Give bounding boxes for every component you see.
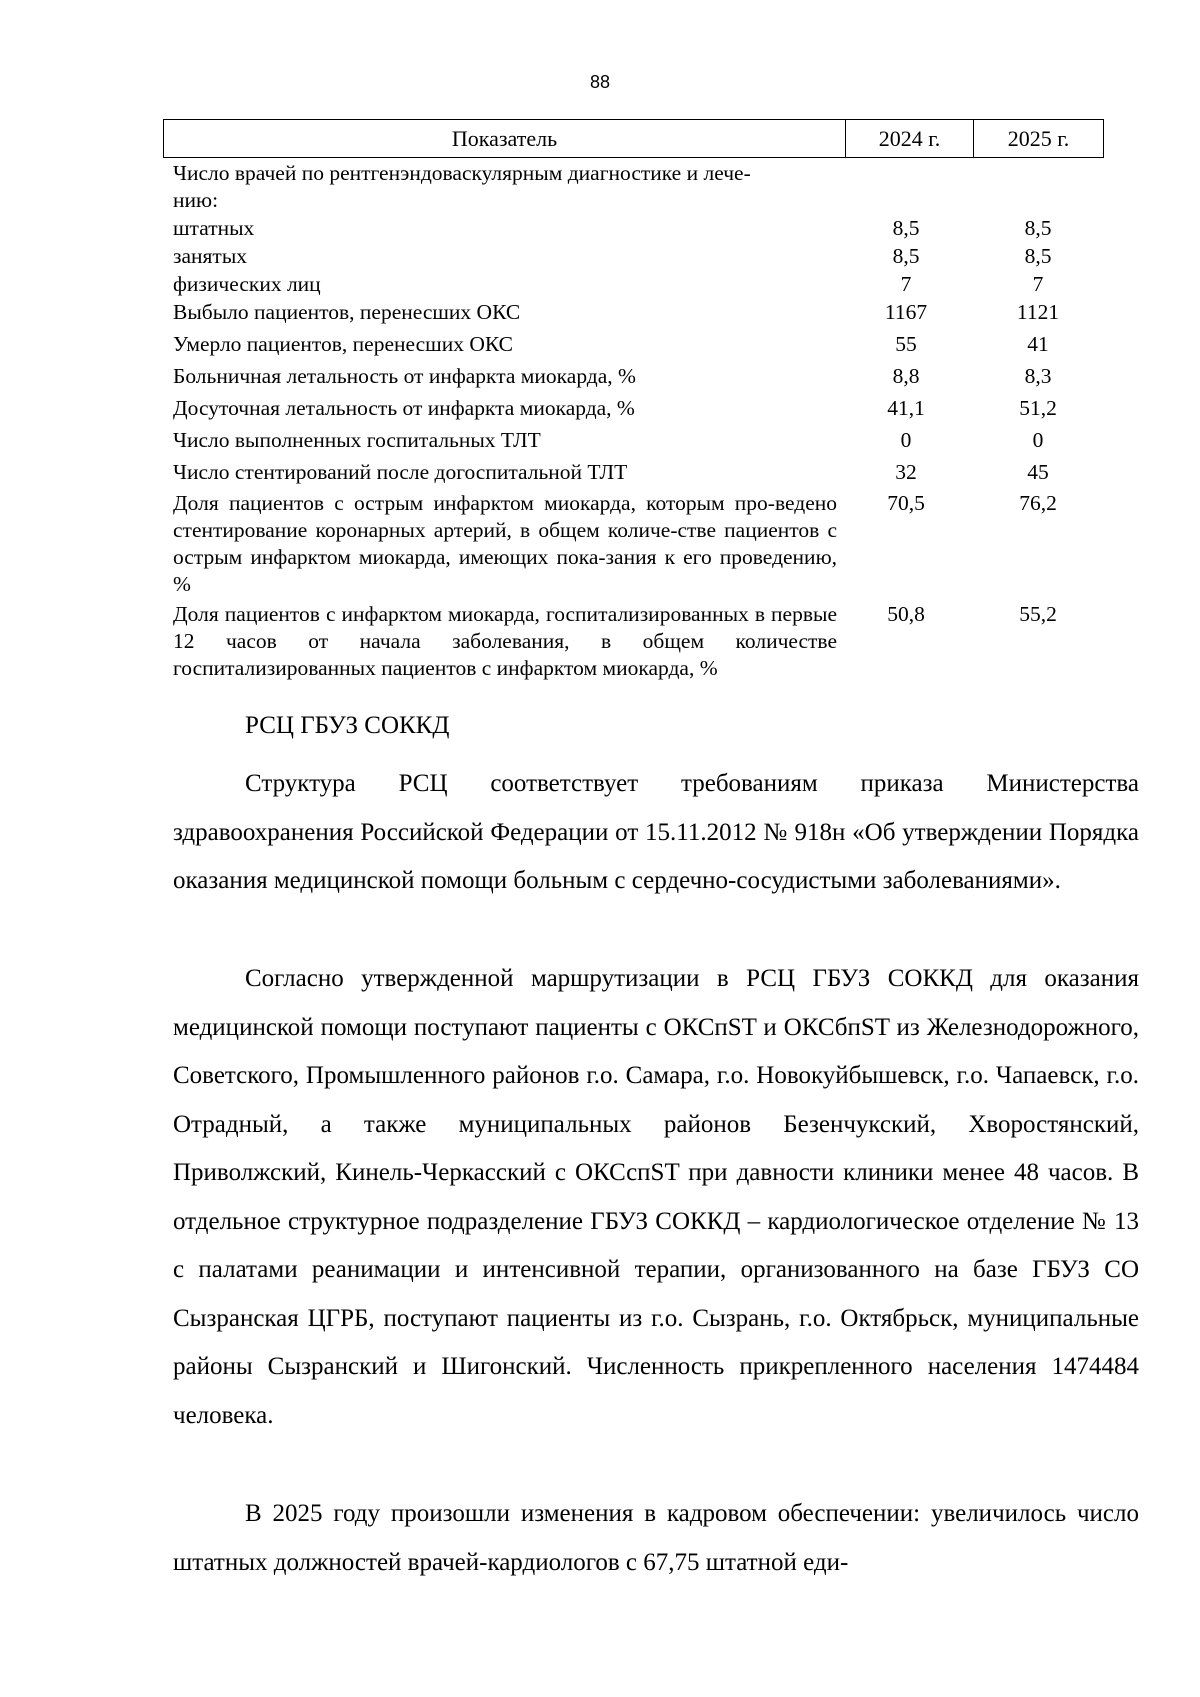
value-2025: 76,2: [1019, 491, 1057, 515]
row-label: нию:: [173, 188, 219, 212]
value-2025: 0: [1032, 428, 1044, 452]
value-2024: 50,8: [887, 602, 925, 626]
value-2024: 8,8: [892, 364, 920, 388]
value-2025: 8,5: [1024, 244, 1052, 268]
value-2025: 8,3: [1024, 364, 1052, 388]
value-2024: 1167: [884, 300, 928, 324]
row-label: штатных: [173, 216, 255, 240]
page-number: 88: [589, 72, 611, 92]
value-2024: 0: [900, 428, 912, 452]
row-label: Доля пациентов с инфарктом миокарда, госпитализированных в первые 12 часов от начала заболевания, в общем количестве госпитализированных пациентов с инфарктом миокарда, %: [173, 602, 837, 680]
row-label: занятых: [173, 244, 248, 268]
row-label: Число выполненных госпитальных ТЛТ: [173, 428, 541, 452]
value-2024: 32: [895, 460, 917, 484]
row-label: физических лиц: [173, 272, 321, 296]
header-indicator: Показатель: [164, 120, 846, 157]
paragraph: В 2025 году произошли изменения в кадровом обеспечении: увеличилось число штатных должностей врачей-кардиологов с 67,75 штатной еди-: [173, 1500, 1139, 1576]
value-2025: 51,2: [1019, 396, 1057, 420]
row-label: Досуточная летальность от инфаркта миокарда, %: [173, 396, 635, 420]
value-2025: 8,5: [1024, 216, 1052, 240]
value-2024: 8,5: [892, 244, 920, 268]
paragraph: Согласно утвержденной маршрутизации в РСЦ ГБУЗ СОККД для оказания медицинской помощи поступают пациенты с ОКСпST и ОКСбпST из Железнодорожного, Советского, Промышленного районов г.о. Самара, г.о. Новокуйбышевск, г.о. Чапаевск, г.о. Отрадный, а также муниципальных районов Безенчукский, Хворостянский, Приволжский, Кинель-Черкасский с ОКСспST при давности клиники менее 48 часов. В отдельное структурное подразделение ГБУЗ СОККД – кардиологическое отделение № 13 с палатами реанимации и интенсивной терапии, организованного на базе ГБУЗ СО Сызранская ЦГРБ, поступают пациенты из г.о. Сызрань, г.о. Октябрьск, муниципальные районы Сызранский и Шигонский. Численность прикрепленного населения 1474484 человека.: [173, 965, 1139, 1429]
section-heading: РСЦ ГБУЗ СОККД: [245, 712, 450, 739]
table-header: [163, 119, 1104, 158]
row-label: Доля пациентов с острым инфарктом миокарда, которым про-ведено стентирование коронарных артерий, в общем количе-стве пациентов с острым инфарктом миокарда, имеющих пока-зания к его проведению, %: [173, 491, 837, 596]
row-label: Умерло пациентов, перенесших ОКС: [173, 332, 514, 356]
value-2024: 70,5: [887, 491, 925, 515]
row-label: Больничная летальность от инфаркта миокарда, %: [173, 364, 636, 388]
value-2025: 55,2: [1019, 602, 1057, 626]
row-label: Число врачей по рентгенэндоваскулярным диагностике и лече-: [173, 161, 751, 185]
paragraph: Структура РСЦ соответствует требованиям приказа Министерства здравоохранения Российской Федерации от 15.11.2012 № 918н «Об утверждении Порядка оказания медицинской помощи больным с сердечно-сосудистыми заболеваниями».: [173, 770, 1139, 894]
value-2024: 55: [895, 332, 917, 356]
header-year-2025: 2025 г.: [1007, 125, 1070, 151]
value-2025: 45: [1027, 460, 1049, 484]
value-2024: 41,1: [887, 396, 925, 420]
row-label: Число стентирований после догоспитальной ТЛТ: [173, 460, 628, 484]
row-label: Выбыло пациентов, перенесших ОКС: [173, 300, 521, 324]
value-2025: 7: [1032, 272, 1044, 296]
header-year-2024: 2024 г.: [846, 120, 974, 157]
value-2024: 8,5: [892, 216, 920, 240]
value-2025: 1121: [1016, 300, 1060, 324]
value-2025: 41: [1027, 332, 1049, 356]
value-2024: 7: [900, 272, 912, 296]
